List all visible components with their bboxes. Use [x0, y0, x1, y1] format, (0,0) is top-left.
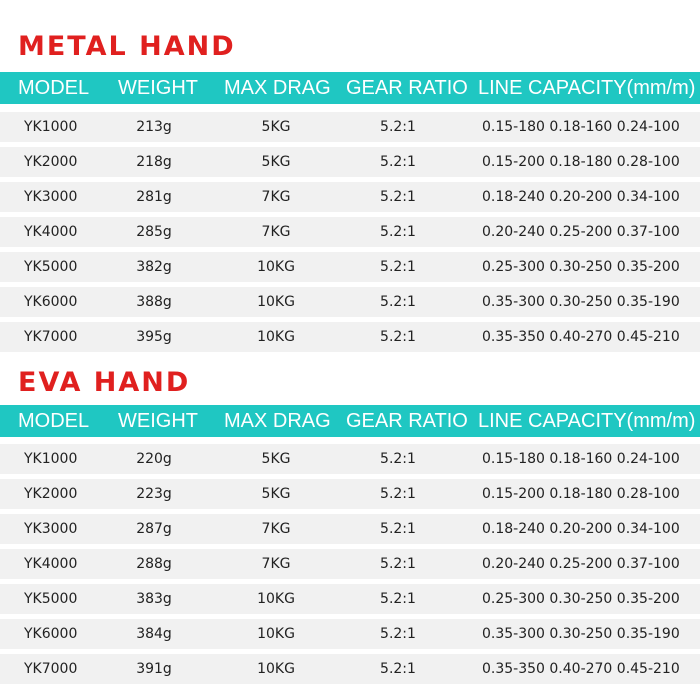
cell-model: YK3000: [24, 189, 78, 205]
cell-model: YK1000: [24, 451, 78, 467]
cell-weight: 384g: [136, 626, 172, 642]
header-model: MODEL: [18, 77, 90, 99]
cell-model: YK5000: [24, 591, 78, 607]
cell-model: YK2000: [24, 486, 78, 502]
cell-gear-ratio: 5.2:1: [380, 189, 416, 205]
header-weight: WEIGHT: [118, 77, 198, 99]
cell-gear-ratio: 5.2:1: [380, 154, 416, 170]
cell-line-capacity: 0.18-240 0.20-200 0.34-100: [482, 189, 680, 205]
cell-line-capacity: 0.35-300 0.30-250 0.35-190: [482, 294, 680, 310]
cell-gear-ratio: 5.2:1: [380, 661, 416, 677]
table-row: [0, 479, 700, 509]
table-row: [0, 444, 700, 474]
cell-model: YK4000: [24, 556, 78, 572]
table-row: [0, 654, 700, 684]
cell-gear-ratio: 5.2:1: [380, 294, 416, 310]
cell-line-capacity: 0.25-300 0.30-250 0.35-200: [482, 591, 680, 607]
cell-model: YK1000: [24, 119, 78, 135]
cell-line-capacity: 0.35-350 0.40-270 0.45-210: [482, 661, 680, 677]
cell-max-drag: 7KG: [261, 521, 291, 537]
table-row: [0, 514, 700, 544]
metal-hand-title: METAL HAND: [18, 31, 236, 62]
table-row: [0, 549, 700, 579]
cell-weight: 388g: [136, 294, 172, 310]
table-row: [0, 287, 700, 317]
cell-weight: 288g: [136, 556, 172, 572]
table-row: [0, 147, 700, 177]
cell-line-capacity: 0.15-200 0.18-180 0.28-100: [482, 486, 680, 502]
cell-line-capacity: 0.35-300 0.30-250 0.35-190: [482, 626, 680, 642]
cell-line-capacity: 0.25-300 0.30-250 0.35-200: [482, 259, 680, 275]
cell-gear-ratio: 5.2:1: [380, 329, 416, 345]
header-line-capacity: LINE CAPACITY(mm/m): [478, 77, 696, 99]
table-row: [0, 322, 700, 352]
cell-gear-ratio: 5.2:1: [380, 259, 416, 275]
cell-gear-ratio: 5.2:1: [380, 486, 416, 502]
cell-weight: 218g: [136, 154, 172, 170]
header-weight: WEIGHT: [118, 410, 198, 432]
cell-weight: 391g: [136, 661, 172, 677]
cell-weight: 281g: [136, 189, 172, 205]
cell-max-drag: 5KG: [261, 154, 291, 170]
cell-model: YK2000: [24, 154, 78, 170]
table-row: [0, 619, 700, 649]
cell-model: YK7000: [24, 329, 78, 345]
cell-max-drag: 10KG: [257, 294, 295, 310]
cell-weight: 223g: [136, 486, 172, 502]
metal-hand-header-row: [0, 72, 700, 104]
table-row: [0, 217, 700, 247]
cell-max-drag: 5KG: [261, 451, 291, 467]
cell-max-drag: 10KG: [257, 591, 295, 607]
cell-gear-ratio: 5.2:1: [380, 521, 416, 537]
table-row: [0, 182, 700, 212]
cell-max-drag: 7KG: [261, 556, 291, 572]
cell-model: YK3000: [24, 521, 78, 537]
cell-line-capacity: 0.20-240 0.25-200 0.37-100: [482, 556, 680, 572]
header-gear-ratio: GEAR RATIO: [346, 77, 468, 99]
cell-model: YK6000: [24, 626, 78, 642]
header-line-capacity: LINE CAPACITY(mm/m): [478, 410, 696, 432]
cell-weight: 213g: [136, 119, 172, 135]
cell-weight: 383g: [136, 591, 172, 607]
cell-line-capacity: 0.15-180 0.18-160 0.24-100: [482, 451, 680, 467]
cell-weight: 395g: [136, 329, 172, 345]
cell-max-drag: 5KG: [261, 119, 291, 135]
table-row: [0, 584, 700, 614]
cell-max-drag: 10KG: [257, 329, 295, 345]
header-max-drag: MAX DRAG: [224, 77, 331, 99]
cell-line-capacity: 0.18-240 0.20-200 0.34-100: [482, 521, 680, 537]
cell-model: YK4000: [24, 224, 78, 240]
cell-max-drag: 10KG: [257, 626, 295, 642]
table-row: [0, 252, 700, 282]
cell-max-drag: 10KG: [257, 661, 295, 677]
cell-max-drag: 7KG: [261, 224, 291, 240]
header-model: MODEL: [18, 410, 90, 432]
cell-gear-ratio: 5.2:1: [380, 626, 416, 642]
cell-gear-ratio: 5.2:1: [380, 451, 416, 467]
cell-model: YK6000: [24, 294, 78, 310]
cell-weight: 287g: [136, 521, 172, 537]
cell-model: YK5000: [24, 259, 78, 275]
cell-gear-ratio: 5.2:1: [380, 224, 416, 240]
header-max-drag: MAX DRAG: [224, 410, 331, 432]
cell-weight: 220g: [136, 451, 172, 467]
cell-max-drag: 5KG: [261, 486, 291, 502]
table-row: [0, 112, 700, 142]
cell-max-drag: 10KG: [257, 259, 295, 275]
cell-max-drag: 7KG: [261, 189, 291, 205]
cell-gear-ratio: 5.2:1: [380, 591, 416, 607]
cell-line-capacity: 0.20-240 0.25-200 0.37-100: [482, 224, 680, 240]
cell-line-capacity: 0.15-200 0.18-180 0.28-100: [482, 154, 680, 170]
cell-weight: 285g: [136, 224, 172, 240]
header-gear-ratio: GEAR RATIO: [346, 410, 468, 432]
cell-gear-ratio: 5.2:1: [380, 556, 416, 572]
cell-line-capacity: 0.15-180 0.18-160 0.24-100: [482, 119, 680, 135]
cell-line-capacity: 0.35-350 0.40-270 0.45-210: [482, 329, 680, 345]
eva-hand-title: EVA HAND: [18, 367, 191, 398]
eva-hand-header-row: [0, 405, 700, 437]
cell-weight: 382g: [136, 259, 172, 275]
cell-model: YK7000: [24, 661, 78, 677]
cell-gear-ratio: 5.2:1: [380, 119, 416, 135]
